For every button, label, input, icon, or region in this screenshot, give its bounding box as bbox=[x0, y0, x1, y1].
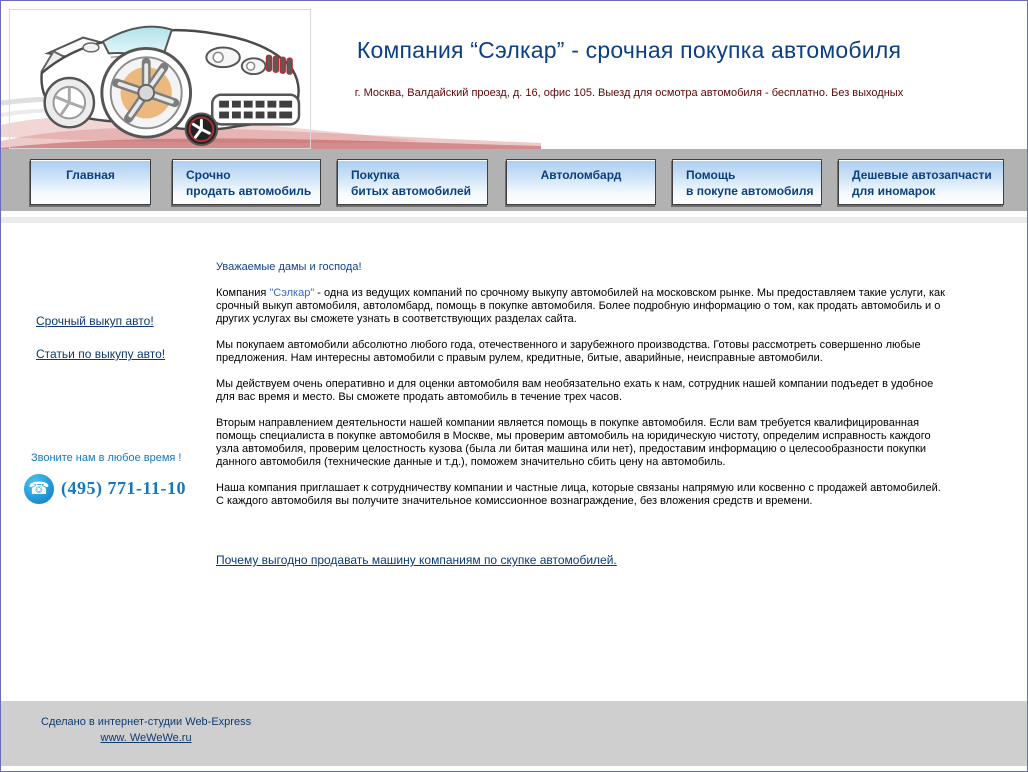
nav-button-label: Автоломбард bbox=[540, 168, 622, 182]
nav-button-damaged-cars[interactable] bbox=[337, 159, 488, 205]
phone-number: (495) 771-11-10 bbox=[61, 478, 186, 498]
nav-button-label: Срочно bbox=[186, 168, 231, 182]
call-anytime-text: Звоните нам в любое время ! bbox=[31, 452, 182, 464]
main-nav bbox=[1, 149, 1027, 211]
why-sell-link[interactable]: Почему выгодно продавать машину компаниям по скупке автомобилей. bbox=[216, 553, 617, 567]
nav-button-label: продать автомобиль bbox=[186, 184, 312, 198]
footer bbox=[1, 701, 1027, 766]
nav-button-sell-urgently[interactable] bbox=[172, 159, 321, 205]
footer-credit-text: Сделано в интернет-студии Web-Express bbox=[41, 716, 252, 728]
nav-button-purchase-help[interactable] bbox=[672, 159, 822, 205]
nav-button-pawnshop[interactable] bbox=[506, 159, 656, 205]
header bbox=[1, 1, 1027, 149]
greeting-heading: Уважаемые дамы и господа! bbox=[216, 261, 362, 273]
sidebar-link-articles[interactable]: Статьи по выкупу авто! bbox=[36, 347, 166, 361]
paragraph-purchase-help: Вторым направлением деятельности нашей компании является помощь в покупке автомобиля. Если вам требуется квалифицированная помощь специалиста в покупке автомобиля в Москве, мы проверим автомобиль на юридическую чистоту, определим исправность каждого узла автомобиля, проверим целостность кузова (была ли битая машина или нет), предоставим информацию о целесообразности покупки данного автомобиля (технические данные и т.д.), поможем значительно сбить цену на автомобиль. bbox=[216, 417, 931, 468]
nav-button-home[interactable] bbox=[30, 159, 151, 205]
phone-icon: ☎ bbox=[24, 474, 54, 504]
selkar-inline-link[interactable]: "Сэлкар" bbox=[269, 287, 315, 299]
car-illustration bbox=[9, 9, 311, 149]
paragraph-text: - одна из ведущих компаний по срочному выкупу автомобилей на московском рынке. Мы предоставляем такие услуги, как срочный выкуп автомобиля, автоломбард, помощь в покупке автомобиля. Более подробную информацию о том, как продать автомобиль и о других услугах вы сможете узнать в соответствующих разделах сайта. bbox=[216, 287, 945, 325]
page-title: Компания “Сэлкар” - срочная покупка автомобиля bbox=[356, 37, 902, 63]
nav-button-label: Помощь bbox=[686, 168, 736, 182]
page-subtitle: г. Москва, Валдайский проезд, д. 16, офис 105. Выезд для осмотра автомобиля - бесплатно. Без выходных bbox=[354, 87, 904, 99]
paragraph-any-cars: Мы покупаем автомобили абсолютно любого года, отечественного и зарубежного производства. Готовы рассмотреть совершенно любые предложения. Нам интересны автомобили с правым рулем, кредитные, битые, аварийные, неисправные автомобили. bbox=[216, 339, 921, 364]
sidebar-link-urgent-buyout[interactable]: Срочный выкуп авто! bbox=[36, 314, 154, 328]
nav-bottom-strip bbox=[1, 217, 1027, 223]
nav-button-label: в покупе автомобиля bbox=[686, 184, 814, 198]
nav-button-cheap-parts[interactable] bbox=[838, 159, 1004, 205]
paragraph-cooperation: Наша компания приглашает к сотрудничеству компании и частные лица, которые связаны напрямую или косвенно с продажей автомобилей. С каждого автомобиля вы получите значительное комиссионное вознаграждение, без вложения средств и времени. bbox=[216, 482, 941, 507]
nav-button-label: Главная bbox=[66, 168, 115, 182]
nav-button-label: Дешевые автозапчасти bbox=[852, 168, 992, 182]
footer-credit-block bbox=[41, 716, 251, 744]
nav-button-label: битых автомобилей bbox=[351, 184, 472, 198]
paragraph-text: Компания bbox=[216, 287, 270, 299]
nav-button-label: Покупка bbox=[351, 168, 400, 182]
main-content bbox=[216, 261, 950, 568]
paragraph-fast-service: Мы действуем очень оперативно и для оценки автомобиля вам необязательно ехать к нам, сотрудник нашей компании подъедет в удобное для вас время и место. Вы сможете продать автомобиль в течение трех часов. bbox=[216, 378, 934, 403]
paragraph-about-company bbox=[216, 287, 950, 326]
nav-button-label: для иномарок bbox=[852, 184, 936, 198]
footer-site-link[interactable]: www. WeWeWe.ru bbox=[100, 732, 192, 744]
